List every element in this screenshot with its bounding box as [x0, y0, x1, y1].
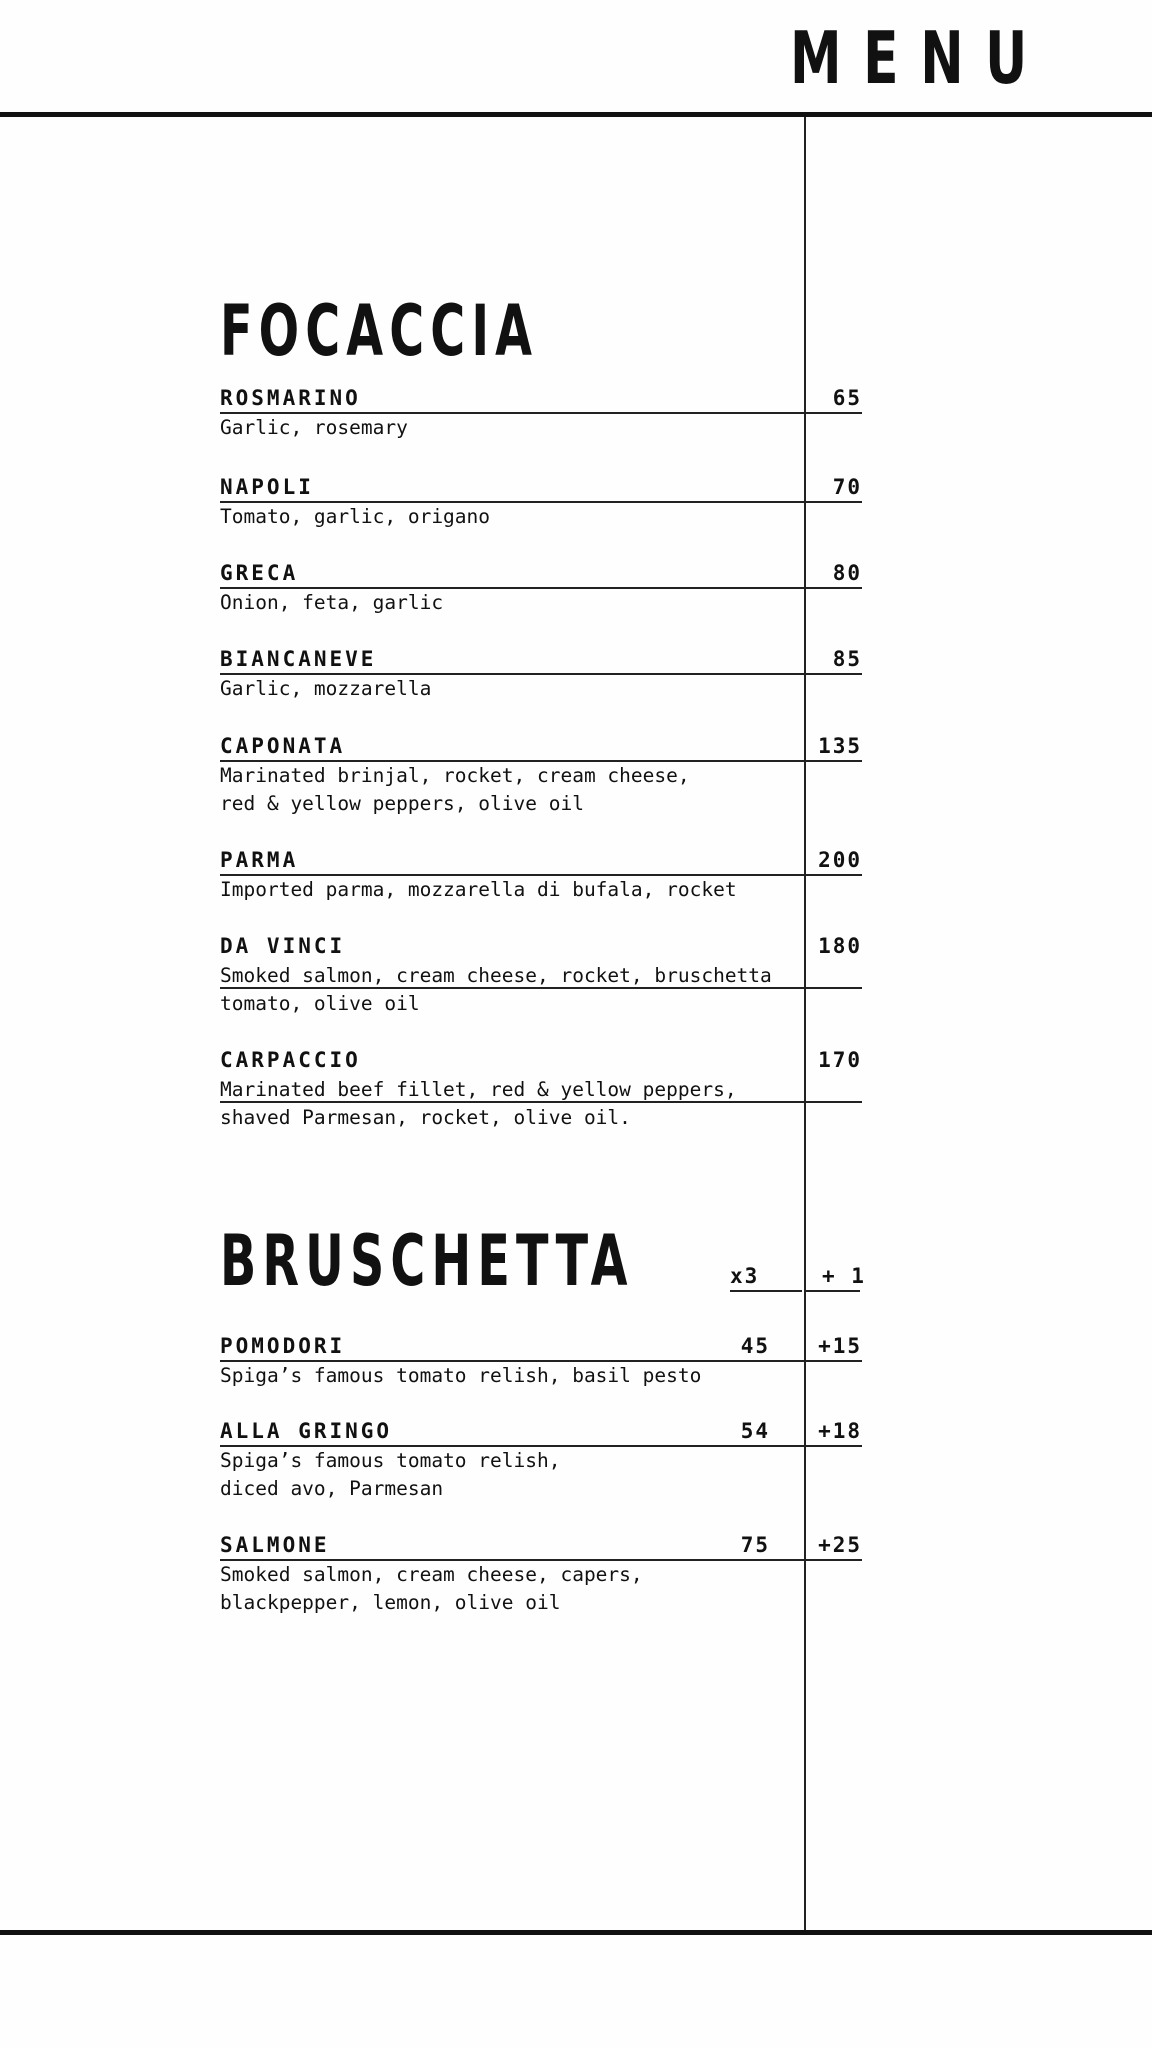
item-name: CAPONATA	[220, 734, 346, 758]
column-header-plus-one: + 1	[822, 1264, 866, 1288]
item-underline	[220, 987, 862, 989]
item-name: PARMA	[220, 848, 299, 872]
item-price-plus-one: +18	[818, 1419, 862, 1443]
item-price-plus-one: +25	[818, 1533, 862, 1557]
top-rule	[0, 112, 1152, 117]
item-description: Smoked salmon, cream cheese, rocket, bruschetta tomato, olive oil	[220, 964, 772, 1015]
item-name: BIANCANEVE	[220, 647, 377, 671]
item-name: ROSMARINO	[220, 386, 361, 410]
item-description: Smoked salmon, cream cheese, capers, blackpepper, lemon, olive oil	[220, 1563, 643, 1614]
section-title-focaccia: FOCACCIA	[220, 290, 539, 372]
item-price-x3: 45	[740, 1334, 770, 1358]
item-name: ALLA GRINGO	[220, 1419, 393, 1443]
item-price-x3: 54	[740, 1419, 770, 1443]
item-description: Tomato, garlic, origano	[220, 505, 491, 528]
item-description: Marinated brinjal, rocket, cream cheese, red & yellow peppers, olive oil	[220, 764, 690, 815]
item-description: Garlic, mozzarella	[220, 677, 432, 700]
item-price: 85	[832, 647, 862, 671]
section-title-bruschetta: BRUSCHETTA	[220, 1220, 634, 1302]
item-price: 135	[818, 734, 862, 758]
item-description: Garlic, rosemary	[220, 416, 408, 439]
bottom-rule	[0, 1930, 1152, 1935]
item-price: 70	[832, 475, 862, 499]
item-name: NAPOLI	[220, 475, 314, 499]
item-price: 170	[818, 1048, 862, 1072]
item-name: POMODORI	[220, 1334, 346, 1358]
item-name: DA VINCI	[220, 934, 346, 958]
item-name: SALMONE	[220, 1533, 330, 1557]
item-name: GRECA	[220, 561, 299, 585]
column-header-x3: x3	[730, 1264, 760, 1288]
item-name: CARPACCIO	[220, 1048, 361, 1072]
item-description: Spiga’s famous tomato relish, basil pesto	[220, 1364, 702, 1387]
column-header-x3-underline	[730, 1290, 802, 1292]
item-price-plus-one: +15	[818, 1334, 862, 1358]
column-header-plus-one-underline	[806, 1290, 860, 1292]
menu-title: MENU	[790, 16, 1049, 100]
item-price: 180	[818, 934, 862, 958]
item-price: 80	[832, 561, 862, 585]
item-price: 200	[818, 848, 862, 872]
item-price: 65	[832, 386, 862, 410]
price-column-divider	[804, 117, 806, 1930]
item-description: Spiga’s famous tomato relish, diced avo, Parmesan	[220, 1449, 561, 1500]
item-description: Imported parma, mozzarella di bufala, rocket	[220, 878, 737, 901]
item-underline	[220, 1101, 862, 1103]
item-description: Marinated beef fillet, red & yellow peppers, shaved Parmesan, rocket, olive oil.	[220, 1078, 737, 1129]
item-price-x3: 75	[740, 1533, 770, 1557]
item-description: Onion, feta, garlic	[220, 591, 444, 614]
